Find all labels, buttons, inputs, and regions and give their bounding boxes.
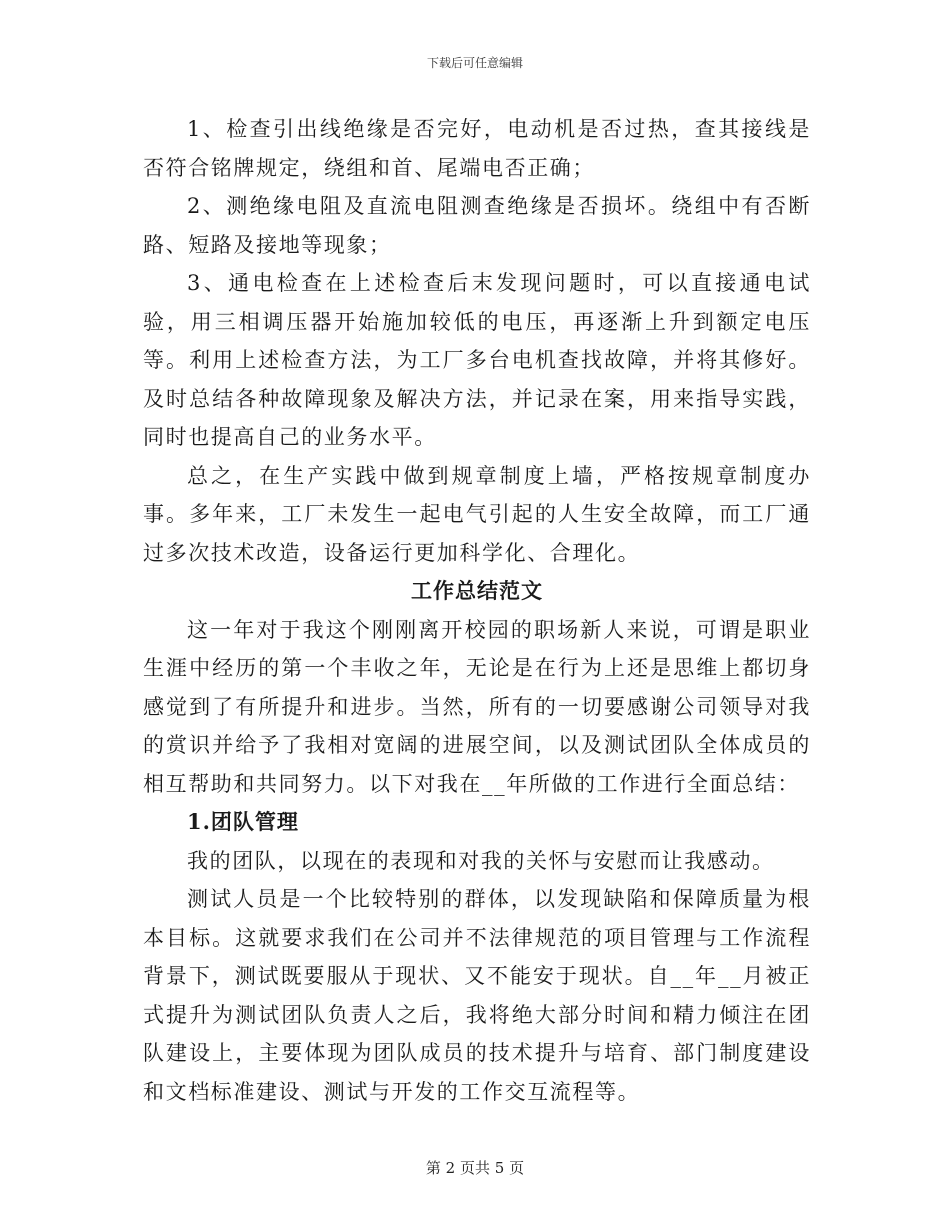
paragraph-summary: 总之，在生产实践中做到规章制度上墙，严格按规章制度办事。多年来，工厂未发生一起电气引起的人生安全故障，而工厂通过多次技术改造，设备运行更加科学化、合理化。	[143, 463, 811, 565]
page-footer: 第 2 页共 5 页	[425, 1159, 525, 1177]
document-body	[143, 110, 811, 1111]
section-heading-team-management: 1.团队管理	[187, 809, 299, 834]
paragraph-year-review: 这一年对于我这个刚刚离开校园的职场新人来说，可谓是职业生涯中经历的第一个丰收之年，无论是在行为上还是思维上都切身感觉到了有所提升和进步。当然，所有的一切要感谢公司领导对我的赏识并给予了我相对宽阔的进展空间，以及测试团队全体成员的相互帮助和共同努力。以下对我在__年所做的工作进行全面总结：	[143, 617, 811, 796]
paragraph-testers: 测试人员是一个比较特别的群体，以发现缺陷和保障质量为根本目标。这就要求我们在公司并不法律规范的项目管理与工作流程背景下，测试既要服从于现状、又不能安于现状。自__年__月被正式提升为测试团队负责人之后，我将绝大部分时间和精力倾注在团队建设上，主要体现为团队成员的技术提升与培育、部门制度建设和文档标准建设、测试与开发的工作交互流程等。	[143, 887, 811, 1104]
paragraph-power-on-check: 3、通电检查在上述检查后末发现问题时，可以直接通电试验，用三相调压器开始施加较低的电压，再逐渐上升到额定电压等。利用上述检查方法，为工厂多台电机查找故障，并将其修好。及时总结各种故障现象及解决方法，并记录在案，用来指导实践，同时也提高自己的业务水平。	[143, 271, 811, 449]
paragraph-check-lead-insulation: 1、检查引出线绝缘是否完好，电动机是否过热，查其接线是否符合铭牌规定，绕组和首、尾端电否正确；	[143, 117, 811, 180]
document-title: 工作总结范文	[411, 578, 543, 603]
paragraph-my-team: 我的团队，以现在的表现和对我的关怀与安慰而让我感动。	[187, 848, 775, 873]
paragraph-insulation-resistance: 2、测绝缘电阻及直流电阻测查绝缘是否损坏。绕组中有否断路、短路及接地等现象；	[143, 194, 811, 257]
page-header-note: 下载后可任意编辑	[426, 56, 523, 70]
